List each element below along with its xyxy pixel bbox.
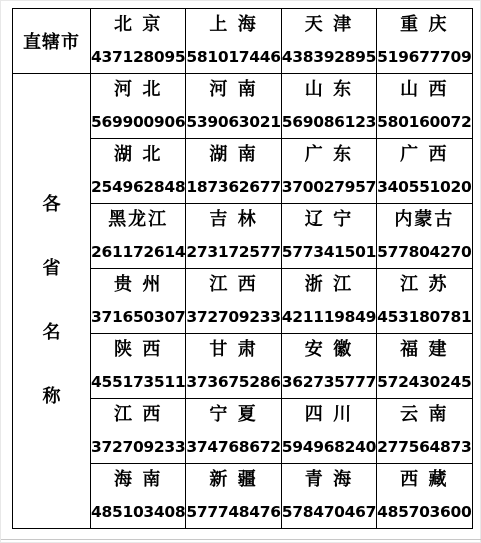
region-cell (186, 139, 281, 204)
region-cell (186, 9, 281, 74)
region-cell (281, 399, 376, 464)
region-cell (377, 204, 472, 269)
region-code: 572430245 (377, 373, 472, 391)
region-name: 宁 夏 (209, 404, 258, 425)
region-name: 海 南 (114, 469, 163, 490)
region-cell (186, 204, 281, 269)
region-cell (281, 334, 376, 399)
region-name: 湖 北 (114, 144, 163, 165)
region-name: 新 疆 (209, 469, 258, 490)
region-cell (281, 139, 376, 204)
region-cell (186, 334, 281, 399)
region-name: 江 西 (209, 274, 258, 295)
region-code: 362735777 (281, 373, 377, 391)
region-cell (377, 269, 472, 334)
region-name: 青 海 (304, 469, 354, 490)
group-label: 各省名称 (42, 194, 61, 407)
region-code: 437128095 (91, 48, 186, 66)
region-code: 421119849 (281, 308, 377, 326)
region-code: 569900906 (91, 113, 186, 131)
region-code: 577748476 (186, 503, 281, 521)
region-cell (186, 269, 281, 334)
region-code: 453180781 (377, 308, 472, 326)
region-code: 581017446 (186, 48, 281, 66)
region-code: 519677709 (377, 48, 472, 66)
region-name: 安 徽 (304, 339, 354, 360)
region-name: 江 苏 (400, 274, 449, 295)
region-name: 上 海 (209, 14, 258, 35)
region-cell (377, 464, 472, 529)
group-label: 直辖市 (23, 32, 80, 53)
region-name: 江 西 (114, 404, 163, 425)
region-cell (91, 269, 186, 334)
region-cell (91, 74, 186, 139)
region-code: 372709233 (186, 308, 281, 326)
region-name: 重 庆 (400, 14, 449, 35)
table-row (13, 9, 473, 74)
region-code: 277564873 (377, 438, 472, 456)
region-code: 438392895 (281, 48, 377, 66)
region-code: 273172577 (186, 243, 281, 261)
region-cell (186, 464, 281, 529)
region-name: 山 西 (400, 79, 449, 100)
region-code: 578470467 (281, 503, 377, 521)
region-name: 甘 肃 (209, 339, 258, 360)
region-name: 辽 宁 (304, 209, 354, 230)
table-body (13, 9, 473, 529)
region-name: 陕 西 (114, 339, 163, 360)
region-cell (91, 334, 186, 399)
region-code: 374768672 (186, 438, 281, 456)
region-code: 485103408 (91, 503, 186, 521)
region-name: 内蒙古 (394, 209, 455, 230)
region-code-table (12, 8, 473, 529)
region-cell (91, 139, 186, 204)
region-code: 455173511 (91, 373, 186, 391)
region-code: 261172614 (91, 243, 186, 261)
region-code: 580160072 (377, 113, 472, 131)
region-code: 577341501 (281, 243, 377, 261)
region-cell (377, 74, 472, 139)
region-name: 贵 州 (114, 274, 163, 295)
region-name: 湖 南 (209, 144, 258, 165)
region-name: 河 南 (209, 79, 258, 100)
region-code: 594968240 (281, 438, 377, 456)
region-code: 569086123 (281, 113, 377, 131)
region-code: 187362677 (186, 178, 281, 196)
region-code: 254962848 (91, 178, 186, 196)
region-cell (281, 9, 376, 74)
region-code: 373675286 (186, 373, 281, 391)
region-code: 485703600 (377, 503, 472, 521)
region-name: 北 京 (114, 14, 163, 35)
region-code: 577804270 (377, 243, 472, 261)
region-code: 539063021 (186, 113, 281, 131)
region-code: 340551020 (377, 178, 472, 196)
region-name: 天 津 (304, 14, 354, 35)
region-code: 370027957 (281, 178, 377, 196)
municipality-group-cell (13, 9, 91, 74)
region-code: 372709233 (91, 438, 186, 456)
region-name: 浙 江 (304, 274, 354, 295)
table-row (13, 74, 473, 139)
region-name: 四 川 (304, 404, 354, 425)
region-name: 河 北 (114, 79, 163, 100)
region-name: 黑龙江 (108, 209, 169, 230)
province-group-cell (13, 74, 91, 529)
region-cell (91, 204, 186, 269)
region-cell (281, 74, 376, 139)
region-name: 广 西 (400, 144, 449, 165)
region-name: 山 东 (304, 79, 354, 100)
region-cell (186, 399, 281, 464)
region-cell (377, 399, 472, 464)
region-cell (91, 9, 186, 74)
region-name: 云 南 (400, 404, 449, 425)
region-cell (91, 399, 186, 464)
region-cell (377, 9, 472, 74)
region-name: 吉 林 (209, 209, 258, 230)
region-name: 西 藏 (400, 469, 449, 490)
region-name: 广 东 (304, 144, 354, 165)
region-cell (377, 139, 472, 204)
region-cell (91, 464, 186, 529)
region-cell (281, 269, 376, 334)
region-name: 福 建 (400, 339, 449, 360)
region-cell (377, 334, 472, 399)
region-code: 371650307 (91, 308, 186, 326)
region-cell (186, 74, 281, 139)
region-cell (281, 464, 376, 529)
page-bottom-divider (1, 539, 481, 540)
region-cell (281, 204, 376, 269)
